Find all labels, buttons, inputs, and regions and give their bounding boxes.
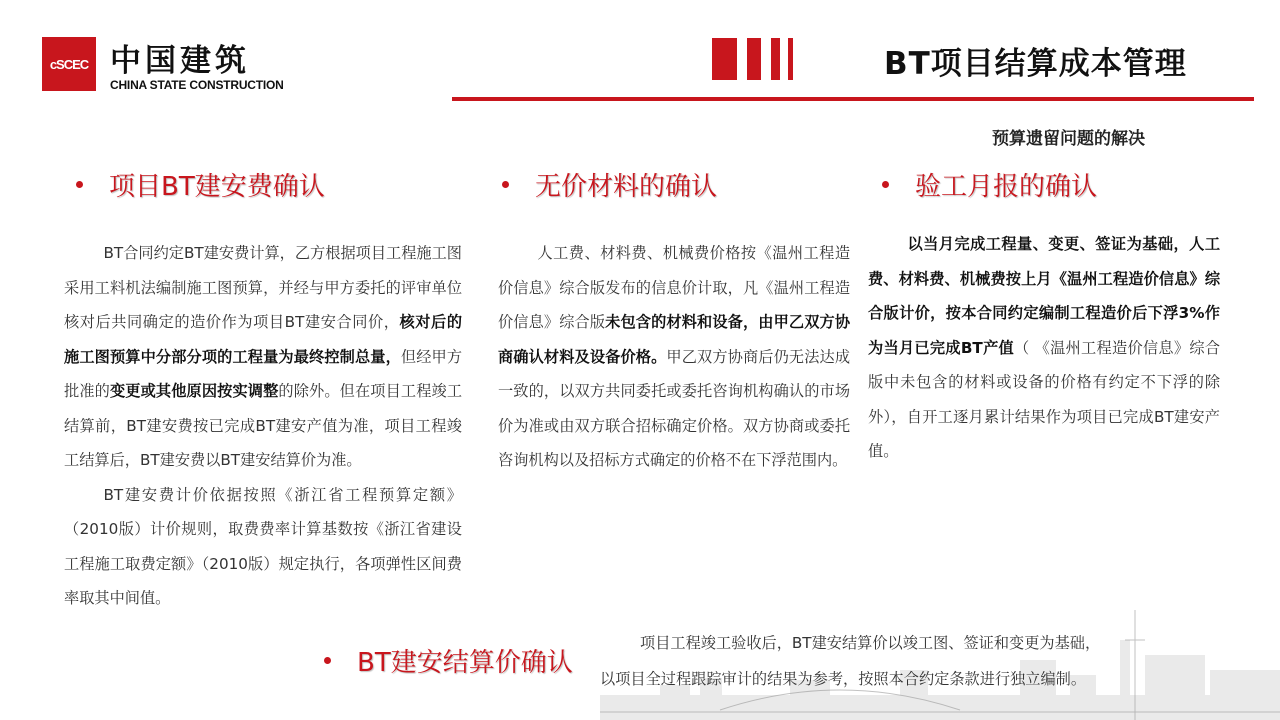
header-bar bbox=[712, 38, 737, 80]
text-run: 的除外。但在项目工程竣工结算前，BT建安费按已完成BT建安产值为准，项目工程竣工结算后，BT建安费以BT建安结算价为准。 bbox=[64, 382, 462, 469]
bold-text: 以当月完成工程量、变更、签证为基础，人工费、材料费、机械费按上月《温州工程造价信息》综合版计价，按本合同约定编制工程造价后下浮3%作为当月已完成BT产值 bbox=[868, 235, 1220, 357]
bold-text: 核对后的施工图预算中分部分项的工程量为最终控制总量， bbox=[64, 313, 463, 366]
section-heading-text: 项目BT建安费确认 bbox=[109, 172, 325, 202]
bullet-icon bbox=[502, 181, 509, 188]
page-title: BT项目结算成本管理 bbox=[884, 46, 1187, 82]
text-run: 但经甲方批准的 bbox=[64, 347, 462, 400]
text-run: 甲乙双方协商后仍无法达成一致的，以双方共同委托或委托咨询机构确认的市场价为准或由双方联合招标确定价格。双方协商或委托咨询机构以及招标方式确定的价格不在下浮范围内。 bbox=[498, 347, 851, 469]
company-logo bbox=[42, 37, 302, 95]
text-run: BT合同约定BT建安费计算，乙方根据项目工程施工图采用工料机法编制施工图预算，并经与甲方委托的评审单位核对后共同确定的造价作为项目BT建安合同价， bbox=[64, 244, 462, 331]
section-heading bbox=[502, 166, 717, 203]
header-bar bbox=[747, 38, 761, 80]
section-body bbox=[600, 625, 1140, 697]
bold-text: 变更或其他原因按实调整 bbox=[109, 382, 279, 400]
section-body bbox=[498, 236, 850, 478]
section-heading-text: 验工月报的确认 bbox=[915, 172, 1098, 202]
section-heading-text: 无价材料的确认 bbox=[535, 172, 718, 202]
header-divider bbox=[452, 97, 1254, 101]
page-subtitle: 预算遗留问题的解决 bbox=[992, 129, 1145, 149]
bullet-icon bbox=[324, 657, 331, 664]
paragraph bbox=[498, 236, 850, 478]
header-bar bbox=[788, 38, 793, 80]
section-heading bbox=[882, 166, 1097, 203]
bullet-icon bbox=[76, 181, 83, 188]
paragraph bbox=[64, 236, 462, 478]
text-run: 人工费、材料费、机械费价格按《温州工程造价信息》综合版发布的信息价计取，凡《温州工程造价信息》综合版 bbox=[498, 244, 850, 331]
section-body bbox=[868, 227, 1220, 469]
body-line: 以项目全过程跟踪审计的结果为参考，按照本合约定条款进行独立编制。 bbox=[600, 670, 1086, 688]
body-line: 项目工程竣工验收后，BT建安结算价以竣工图、签证和变更为基础， bbox=[640, 634, 1101, 652]
section-heading bbox=[76, 166, 325, 203]
paragraph: BT建安费计价依据按照《浙江省工程预算定额》（2010版）计价规则，取费费率计算基数按《浙江省建设工程施工取费定额》（2010版）规定执行，各项弹性区间费率取其中间值。 bbox=[64, 485, 462, 607]
section-body bbox=[64, 236, 462, 616]
cscec-logo-mark: cSCEC bbox=[42, 37, 96, 91]
section-heading bbox=[324, 642, 573, 679]
bullet-icon bbox=[882, 181, 889, 188]
logo-english-name: CHINA STATE CONSTRUCTION bbox=[110, 78, 284, 92]
bold-text: 未包含的材料和设备，由甲乙双方协商确认材料及设备价格。 bbox=[498, 313, 851, 366]
logo-chinese-name: 中国建筑 bbox=[110, 43, 250, 79]
text-run: （ 《温州工程造价信息》综合版中未包含的材料或设备的价格有约定不下浮的除外），自开工逐月累计结果作为项目已完成BT建安产值。 bbox=[868, 338, 1221, 460]
paragraph bbox=[868, 227, 1220, 469]
header-bar bbox=[771, 38, 780, 80]
section-heading-text: BT建安结算价确认 bbox=[357, 648, 573, 678]
